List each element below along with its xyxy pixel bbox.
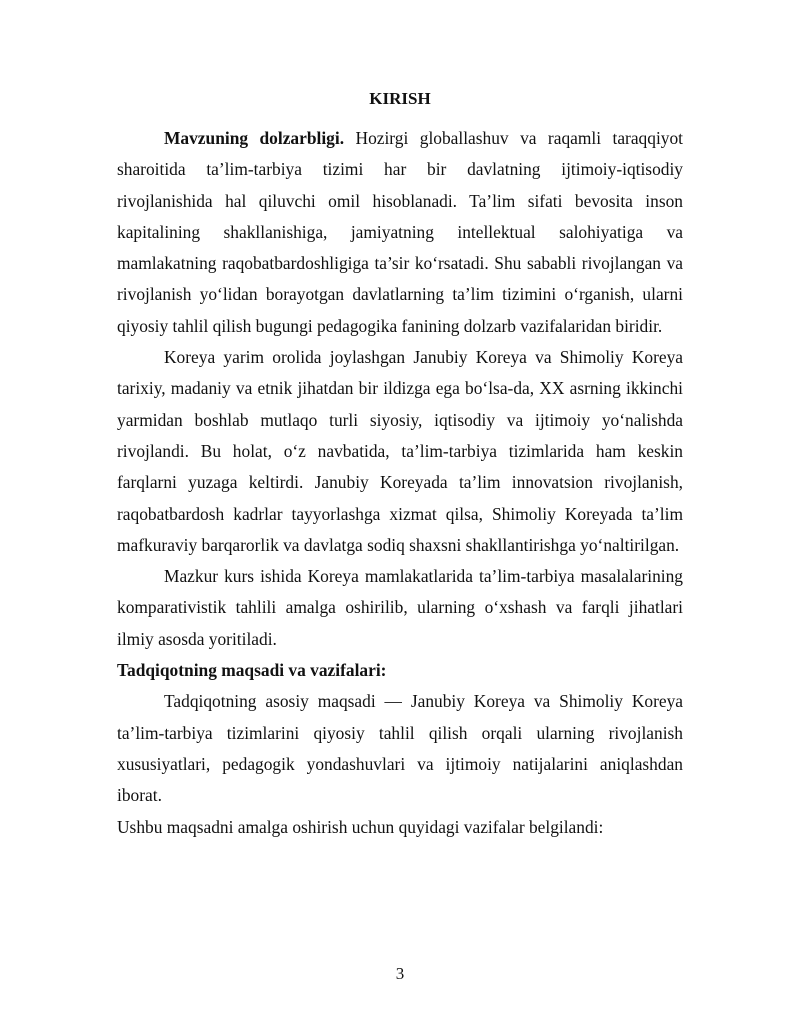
paragraph-korea-history: Koreya yarim orolida joylashgan Janubiy Koreya va Shimoliy Koreya tarixiy, madaniy va etnik jihatdan bir ildizga ega boʻlsa-da, XX asrning ikkinchi yarmidan boshlab mutlaqo turli siyosiy, iqtisodiy va ijtimoiy yoʻnalishda rivojlandi. Bu holat, oʻz navbatida, ta’lim-tarbiya tizimlarida ham keskin farqlarni yuzaga keltirdi. Janubiy Koreyada ta’lim innovatsion rivojlanish, raqobatbardosh kadrlar tayyorlashga xizmat qilsa, Shimoliy Koreyada ta’lim mafkuraviy barqarorlik va davlatga sodiq shaxsni shakllantirishga yoʻnaltirilgan.: [117, 347, 683, 555]
paragraph-course-work: Mazkur kurs ishida Koreya mamlakatlarida ta’lim-tarbiya masalalarining komparativistik tahlili amalga oshirilib, ularning oʻxshash va farqli jihatlari ilmiy asosda yoritiladi.: [117, 566, 683, 649]
paragraph-research-goal: Tadqiqotning asosiy maqsadi — Janubiy Koreya va Shimoliy Koreya ta’lim-tarbiya tizimlarini qiyosiy tahlil qilish orqali ularning rivojlanish xususiyatlari, pedagogik yondashuvlari va ijtimoiy natijalarini aniqlashdan iborat.: [117, 691, 683, 806]
paragraph-tasks-intro: Ushbu maqsadni amalga oshirish uchun quyidagi vazifalar belgilandi:: [117, 816, 604, 837]
paragraph-lead: Mavzuning dolzarbligi.: [164, 128, 345, 148]
section-heading: Tadqiqotning maqsadi va vazifalari:: [117, 660, 387, 681]
paragraph-relevance: [117, 123, 683, 342]
page-number: 3: [395, 964, 405, 983]
paragraph-text: Hozirgi globallashuv va raqamli taraqqiyot sharoitida ta’lim-tarbiya tizimi har bir davlatning ijtimoiy-iqtisodiy rivojlanishida hal qiluvchi omil hisoblanadi. Ta’lim sifati bevosita inson kapitalining shakllanishiga, jamiyatning intellektual salohiyatiga va mamlakatning raqobatbardoshligiga ta’sir koʻrsatadi. Shu sababli rivojlangan va rivojlanish yoʻlidan borayotgan davlatlarning ta’lim tizimini oʻrganish, ularni qiyosiy tahlil qilish bugungi pedagogika fanining dolzarb vazifalaridan biridir.: [117, 128, 683, 336]
page-title: KIRISH: [369, 89, 431, 108]
